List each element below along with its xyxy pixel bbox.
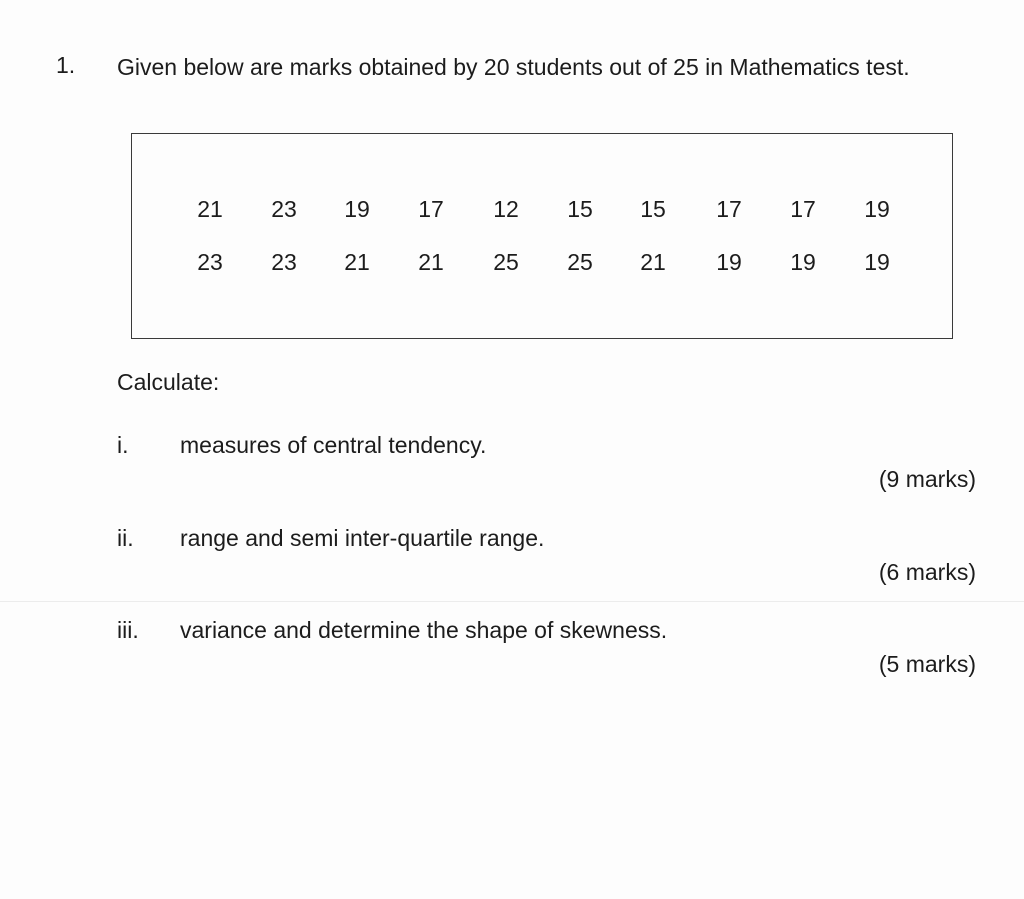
sub-question-numeral: ii. [117, 525, 134, 551]
sub-question-numeral: iii. [117, 617, 139, 643]
mark-cell: 21 [640, 249, 666, 275]
sub-question-text: variance and determine the shape of skewness. [180, 617, 668, 643]
sub-question-text: measures of central tendency. [180, 432, 487, 458]
mark-cell: 21 [344, 249, 370, 275]
mark-cell: 19 [864, 196, 890, 222]
sub-question-text: range and semi inter-quartile range. [180, 525, 545, 551]
mark-cell: 19 [716, 249, 742, 275]
mark-cell: 25 [493, 249, 519, 275]
mark-cell: 21 [197, 196, 223, 222]
mark-cell: 23 [197, 249, 223, 275]
calculate-label: Calculate: [117, 369, 220, 395]
mark-cell: 17 [790, 196, 816, 222]
page-fold-line [0, 601, 1024, 602]
mark-cell: 17 [418, 196, 444, 222]
mark-cell: 15 [640, 196, 666, 222]
question-number: 1. [56, 52, 76, 78]
mark-cell: 19 [344, 196, 370, 222]
marks-row-2 [132, 247, 952, 277]
mark-cell: 12 [493, 196, 519, 222]
sub-question-marks: (6 marks) [878, 559, 976, 585]
mark-cell: 23 [271, 196, 297, 222]
mark-cell: 15 [567, 196, 593, 222]
marks-data-box [131, 133, 953, 339]
mark-cell: 17 [716, 196, 742, 222]
question-text: Given below are marks obtained by 20 students out of 25 in Mathematics test. [117, 54, 910, 80]
sub-question-marks: (9 marks) [878, 466, 976, 492]
mark-cell: 19 [864, 249, 890, 275]
marks-row-1 [132, 194, 952, 224]
mark-cell: 19 [790, 249, 816, 275]
mark-cell: 23 [271, 249, 297, 275]
mark-cell: 21 [418, 249, 444, 275]
mark-cell: 25 [567, 249, 593, 275]
sub-question-marks: (5 marks) [878, 651, 976, 677]
sub-question-numeral: i. [117, 432, 129, 458]
